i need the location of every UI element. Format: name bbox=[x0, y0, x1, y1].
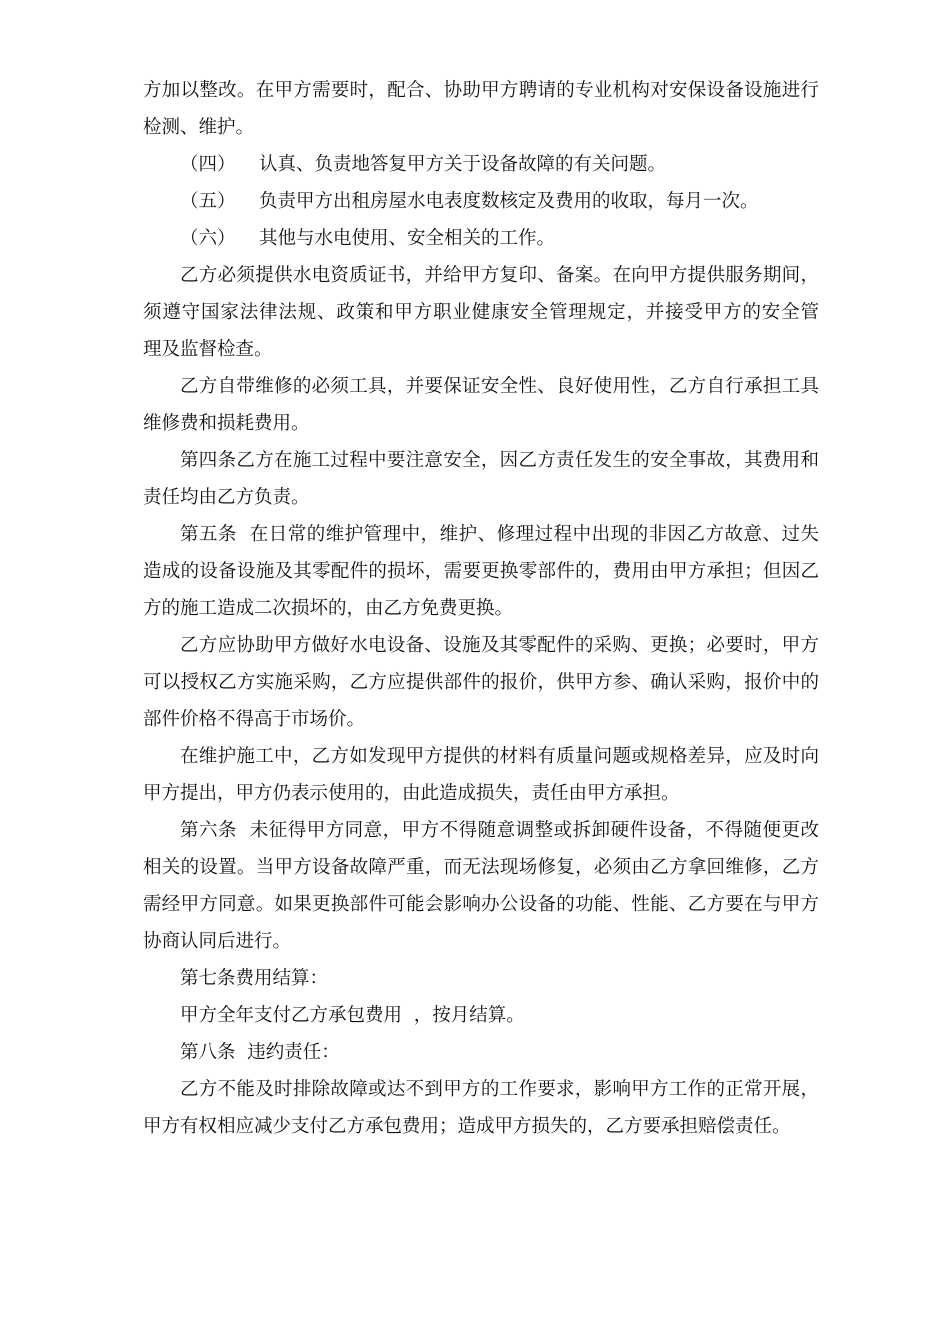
article-8-heading: 第八条 违约责任： bbox=[180, 1042, 340, 1063]
article-5: 第五条 在日常的维护管理中，维护、修理过程中出现的非因乙方故意、过失造成的设备设施及其零配件的损坏，需要更换零部件的，费用由甲方承担；但因乙方的施工造成二次损坏的，由乙方免费更换。 bbox=[143, 524, 819, 619]
list-item-4: （四） 认真、负责地答复甲方关于设备故障的有关问题。 bbox=[180, 154, 667, 175]
paragraph-tools: 乙方自带维修的必须工具，并要保证安全性、良好使用性，乙方自行承担工具维修费和损耗费用。 bbox=[143, 376, 819, 434]
paragraph-procurement: 乙方应协助甲方做好水电设备、设施及其零配件的采购、更换；必要时，甲方可以授权乙方实施采购，乙方应提供部件的报价，供甲方参、确认采购，报价中的部件价格不得高于市场价。 bbox=[143, 635, 819, 730]
list-item-5: （五） 负责甲方出租房屋水电表度数核定及费用的收取，每月一次。 bbox=[180, 191, 759, 212]
paragraph-materials: 在维护施工中，乙方如发现甲方提供的材料有质量问题或规格差异，应及时向甲方提出，甲方仍表示使用的，由此造成损失，责任由甲方承担。 bbox=[143, 746, 819, 804]
paragraph-continuation: 方加以整改。在甲方需要时，配合、协助甲方聘请的专业机构对安保设备设施进行检测、维护。 bbox=[143, 80, 819, 138]
list-item-6: （六） 其他与水电使用、安全相关的工作。 bbox=[180, 228, 556, 249]
paragraph-payment: 甲方全年支付乙方承包费用 ，按月结算。 bbox=[180, 1005, 525, 1026]
article-6: 第六条 未征得甲方同意，甲方不得随意调整或拆卸硬件设备，不得随便更改相关的设置。当甲方设备故障严重，而无法现场修复，必须由乙方拿回维修，乙方需经甲方同意。如果更换部件可能会影响办公设备的功能、性能、乙方要在与甲方协商认同后进行。 bbox=[143, 820, 819, 952]
document-body bbox=[143, 72, 831, 1145]
paragraph-qualification: 乙方必须提供水电资质证书，并给甲方复印、备案。在向甲方提供服务期间， 须遵守国家法律法规、政策和甲方职业健康安全管理规定，并接受甲方的安全管 理及监督检查。 bbox=[143, 265, 831, 360]
paragraph-liability: 乙方不能及时排除故障或达不到甲方的工作要求，影响甲方工作的正常开展，甲方有权相应减少支付乙方承包费用；造成甲方损失的，乙方要承担赔偿责任。 bbox=[143, 1079, 819, 1137]
article-7-heading: 第七条费用结算： bbox=[180, 968, 329, 989]
article-4: 第四条乙方在施工过程中要注意安全，因乙方责任发生的安全事故，其费用和责任均由乙方负责。 bbox=[143, 450, 819, 508]
